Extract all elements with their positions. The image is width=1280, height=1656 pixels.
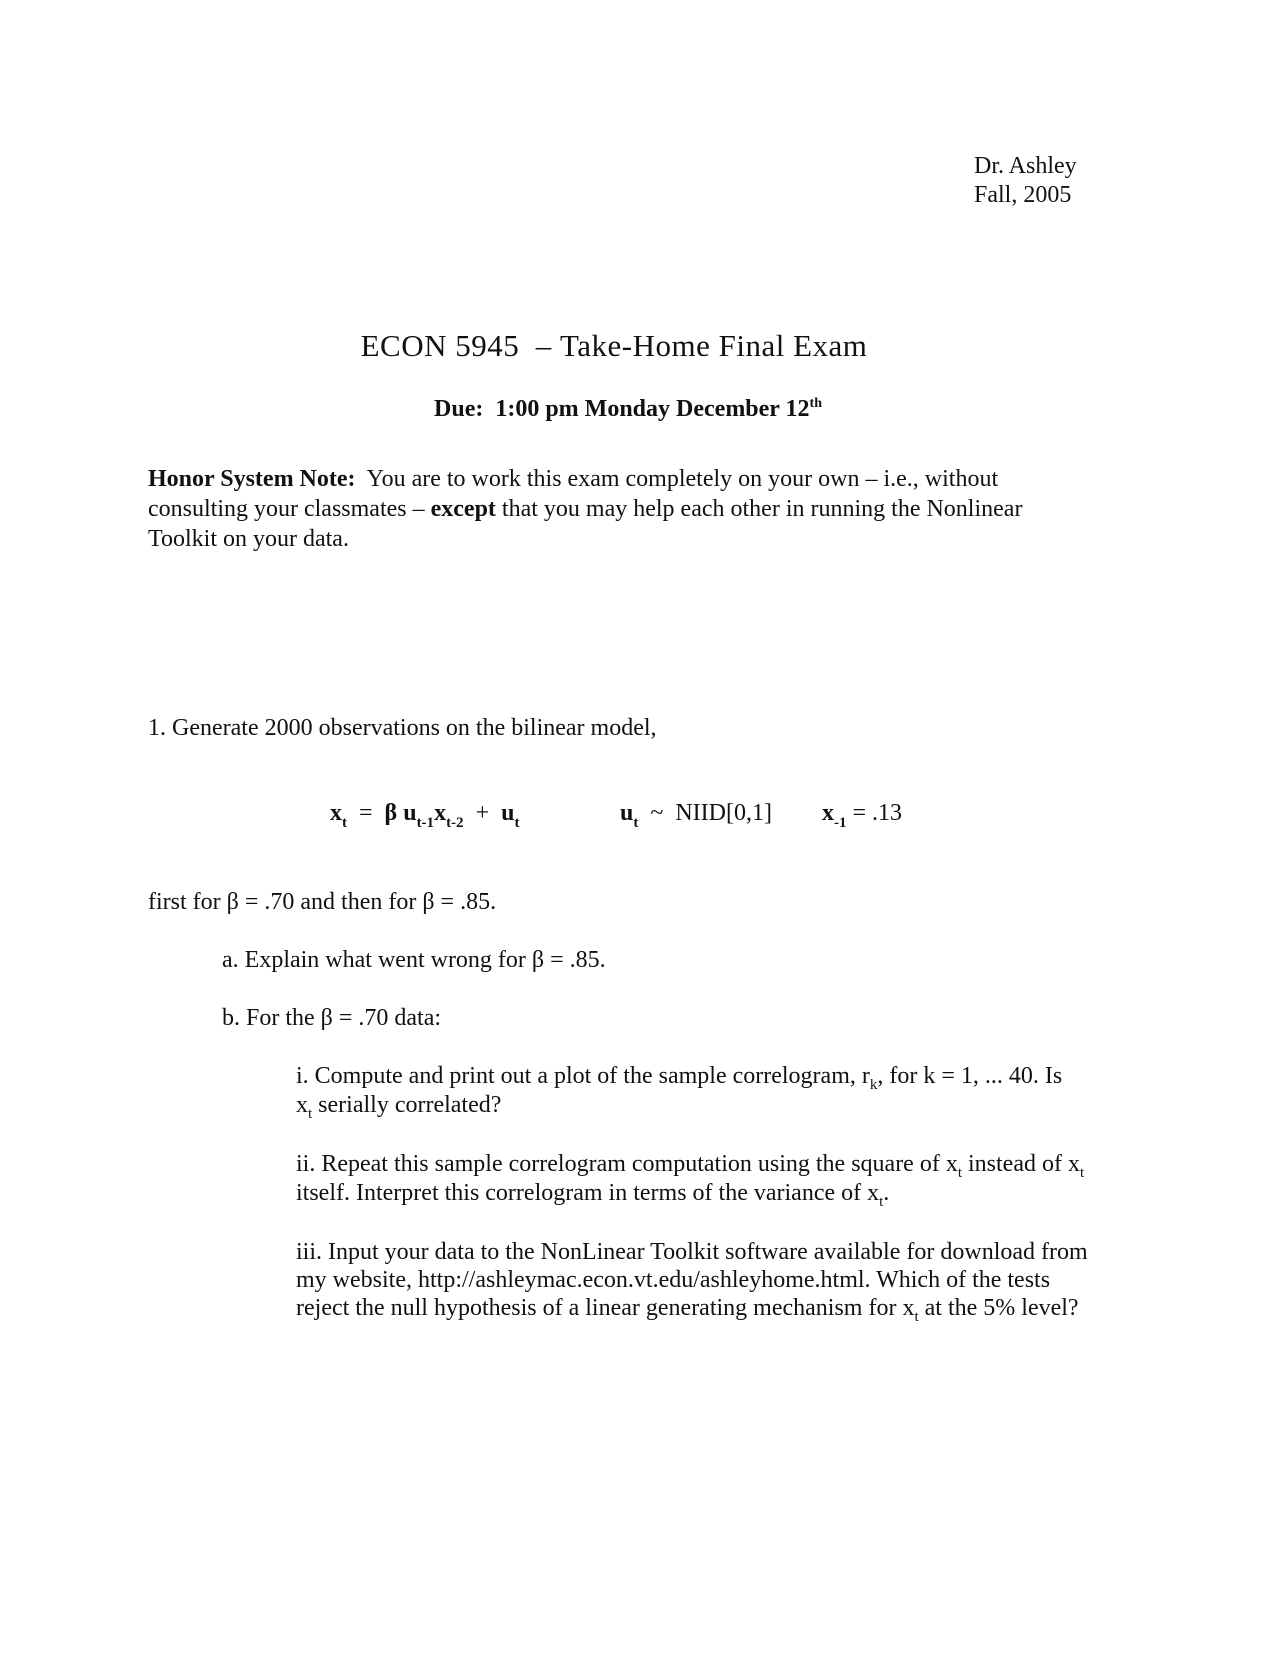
eq-u1-sub: t-1	[416, 815, 435, 831]
part-ii-sub-1: t	[957, 1165, 962, 1181]
dist-name: NIID[0,1]	[675, 800, 772, 826]
eq-u2-sub: t	[514, 815, 520, 831]
title-dash: –	[535, 328, 552, 363]
due-label: Due:	[434, 396, 484, 422]
part-iii-line-1: iii. Input your data to the NonLinear Toolkit software available for download from	[296, 1239, 1088, 1265]
due-date: 1:00 pm Monday December 12	[495, 396, 810, 422]
course-code: ECON 5945	[360, 328, 520, 363]
honor-note	[148, 464, 1068, 554]
part-ii-text: ii. Repeat this sample correlogram computation using the square of x	[296, 1151, 958, 1177]
part-ii-end: .	[883, 1180, 890, 1206]
eq-x2-sub: t-2	[446, 815, 464, 831]
part-iii-text: reject the null hypothesis of a linear generating mechanism for x	[296, 1295, 915, 1321]
eq-u1: u	[403, 800, 417, 826]
init-value: = .13	[852, 800, 903, 826]
beta-values-line: first for β = .70 and then for β = .85.	[148, 889, 497, 915]
eq-equals: =	[359, 800, 373, 826]
exam-name: Take-Home Final Exam	[559, 328, 868, 363]
eq-u2: u	[501, 800, 515, 826]
part-iii-end: at the 5% level?	[918, 1295, 1079, 1321]
init-var-sub: -1	[834, 815, 847, 831]
honor-except: except	[430, 496, 496, 522]
part-ii-mid: instead of x	[962, 1151, 1080, 1177]
distribution-spec	[620, 800, 772, 832]
part-iii-line-3	[296, 1294, 1079, 1332]
eq-plus: +	[475, 800, 490, 826]
part-ii-sub-2: t	[1079, 1165, 1085, 1181]
dist-tilde: ~	[650, 800, 664, 826]
part-i-question: serially correlated?	[312, 1092, 502, 1118]
eq-beta: β	[384, 800, 398, 826]
part-i-var: x	[296, 1092, 308, 1118]
part-i-var-sub: t	[308, 1106, 313, 1122]
part-iii-sub: t	[914, 1309, 919, 1325]
header-block	[974, 152, 1077, 210]
part-ii-line-2	[296, 1179, 889, 1217]
part-i-text-end: , for k = 1, ... 40. Is	[877, 1063, 1063, 1089]
due-date-suffix: th	[809, 396, 822, 411]
exam-title	[0, 328, 1280, 364]
eq-x2: x	[434, 800, 447, 826]
due-line	[0, 396, 1280, 423]
question-1-intro: 1. Generate 2000 observations on the bilinear model,	[148, 715, 657, 741]
part-i-line-2	[296, 1091, 501, 1129]
part-i-sub: k	[869, 1077, 878, 1093]
eq-lhs-sub: t	[342, 815, 347, 831]
part-iii-line-2: my website, http://ashleymac.econ.vt.edu/ashleyhome.html. Which of the tests	[296, 1267, 1051, 1293]
author-name: Dr. Ashley	[974, 153, 1077, 179]
part-b: b. For the β = .70 data:	[222, 1005, 442, 1031]
honor-label: Honor System Note:	[148, 466, 356, 492]
honor-text-1: You are to work this exam completely on your own – i.e., without consulting your classmates –	[148, 466, 999, 522]
dist-var-sub: t	[633, 815, 639, 831]
eq-lhs: x	[330, 800, 342, 826]
part-ii-sub-3: t	[879, 1194, 884, 1210]
bilinear-equation	[330, 800, 519, 832]
part-a: a. Explain what went wrong for β = .85.	[222, 947, 606, 973]
honor-text-2: that you may help each other in running the Nonlinear Toolkit on your data.	[148, 496, 1023, 552]
init-var: x	[822, 800, 834, 826]
part-ii-text-2: itself. Interpret this correlogram in terms of the variance of x	[296, 1180, 880, 1206]
part-i-text: i. Compute and print out a plot of the sample correlogram, r	[296, 1063, 870, 1089]
term: Fall, 2005	[974, 182, 1072, 208]
dist-var: u	[620, 800, 634, 826]
initial-condition	[822, 800, 902, 832]
